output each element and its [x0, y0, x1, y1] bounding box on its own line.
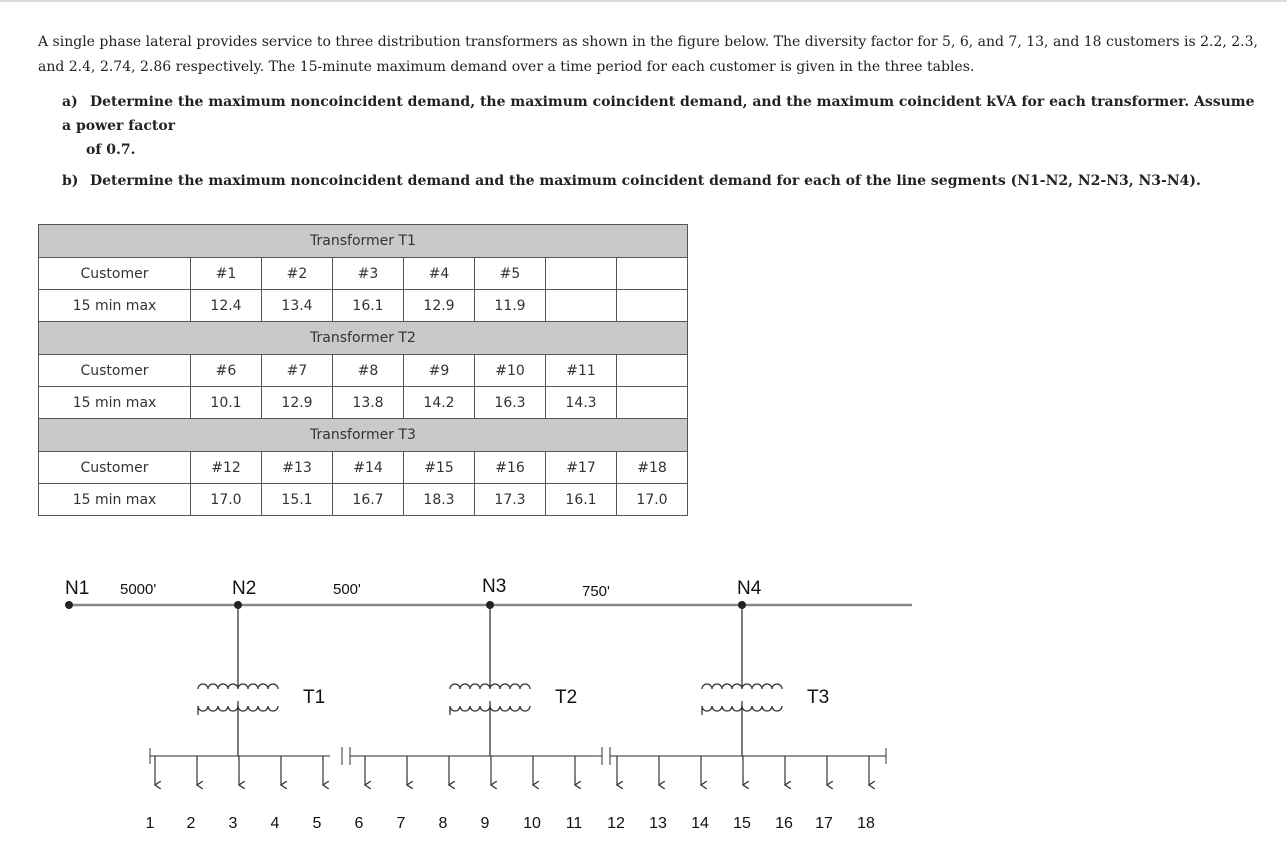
segment-length-label: 500' — [333, 581, 361, 598]
part-a-continued: of 0.7. — [86, 142, 136, 158]
transformer-t3-symbol — [702, 605, 782, 756]
demand-value — [617, 387, 688, 419]
demand-value: 16.7 — [333, 484, 404, 516]
part-a-question — [62, 90, 1267, 162]
customer-id: #1 — [191, 258, 262, 290]
customer-id: #2 — [262, 258, 333, 290]
demand-value: 16.1 — [546, 484, 617, 516]
demand-value: 16.1 — [333, 290, 404, 322]
segment-length-label: 750' — [582, 583, 610, 600]
customer-number: 17 — [815, 815, 833, 832]
demand-value: 12.9 — [262, 387, 333, 419]
customer-demand-table — [38, 224, 688, 516]
customer-number: 9 — [480, 815, 490, 832]
row-label: Customer — [39, 258, 191, 290]
customer-id — [617, 355, 688, 387]
transformer-label: T3 — [807, 687, 830, 708]
transformer-title: Transformer T2 — [39, 322, 688, 355]
customer-id: #8 — [333, 355, 404, 387]
customer-id: #10 — [475, 355, 546, 387]
part-a-text: Determine the maximum noncoincident demand, the maximum coincident demand, and the maximum coincident kVA for each transformer. Assume a power factor — [62, 94, 1255, 134]
demand-value — [546, 290, 617, 322]
customer-id: #18 — [617, 452, 688, 484]
transformer-title: Transformer T3 — [39, 419, 688, 452]
customer-number: 11 — [565, 815, 583, 832]
demand-row — [39, 387, 688, 419]
transformer-header-row — [39, 225, 688, 258]
demand-value: 14.3 — [546, 387, 617, 419]
secondary-bus-t2 — [350, 747, 602, 765]
customer-number: 10 — [523, 815, 541, 832]
node-label: N1 — [65, 578, 90, 599]
transformer-title: Transformer T1 — [39, 225, 688, 258]
customer-number: 6 — [354, 815, 364, 832]
transformer-t2-symbol — [450, 605, 530, 756]
customer-number: 13 — [649, 815, 667, 832]
node-label: N2 — [232, 578, 257, 599]
customer-id: #9 — [404, 355, 475, 387]
customer-number: 7 — [396, 815, 406, 832]
customer-number: 8 — [438, 815, 448, 832]
customer-row — [39, 258, 688, 290]
demand-value — [617, 290, 688, 322]
row-label: 15 min max — [39, 290, 191, 322]
customer-number: 12 — [607, 815, 625, 832]
lateral-diagram — [0, 560, 1287, 857]
customer-id: #12 — [191, 452, 262, 484]
demand-value: 13.4 — [262, 290, 333, 322]
customer-id: #11 — [546, 355, 617, 387]
node-label: N3 — [482, 576, 507, 597]
demand-value: 12.9 — [404, 290, 475, 322]
transformer-label: T2 — [555, 687, 578, 708]
secondary-bus-t1 — [150, 747, 342, 765]
customer-id: #7 — [262, 355, 333, 387]
customer-number: 2 — [186, 815, 196, 832]
demand-value: 12.4 — [191, 290, 262, 322]
customer-row — [39, 452, 688, 484]
part-b-text: Determine the maximum noncoincident demand and the maximum coincident demand for each of the line segments (N1-N2, N2-N3, N3-N4). — [90, 173, 1201, 189]
transformer-t1-symbol — [198, 605, 278, 756]
demand-value: 17.3 — [475, 484, 546, 516]
demand-value: 17.0 — [191, 484, 262, 516]
secondary-bus-t3 — [594, 747, 886, 765]
demand-row — [39, 290, 688, 322]
customer-id: #5 — [475, 258, 546, 290]
row-label: Customer — [39, 452, 191, 484]
transformer-header-row — [39, 419, 688, 452]
demand-value: 11.9 — [475, 290, 546, 322]
customer-number: 4 — [270, 815, 280, 832]
customer-id: #4 — [404, 258, 475, 290]
customer-id — [546, 258, 617, 290]
demand-value: 17.0 — [617, 484, 688, 516]
demand-value: 10.1 — [191, 387, 262, 419]
row-label: 15 min max — [39, 387, 191, 419]
customer-number: 1 — [145, 815, 155, 832]
customer-id — [617, 258, 688, 290]
part-b-question — [62, 170, 1201, 192]
customer-id: #16 — [475, 452, 546, 484]
customer-number: 3 — [228, 815, 238, 832]
demand-value: 15.1 — [262, 484, 333, 516]
customer-row — [39, 355, 688, 387]
demand-value: 18.3 — [404, 484, 475, 516]
customer-number: 14 — [691, 815, 709, 832]
customer-service-drops — [155, 756, 869, 785]
demand-value: 16.3 — [475, 387, 546, 419]
customer-number: 18 — [857, 815, 875, 832]
demand-value: 13.8 — [333, 387, 404, 419]
customer-id: #3 — [333, 258, 404, 290]
customer-number: 15 — [733, 815, 751, 832]
customer-id: #14 — [333, 452, 404, 484]
customer-id: #13 — [262, 452, 333, 484]
node-n1-dot — [65, 601, 73, 609]
demand-value: 14.2 — [404, 387, 475, 419]
row-label: Customer — [39, 355, 191, 387]
segment-length-label: 5000' — [120, 581, 157, 598]
top-divider — [0, 0, 1287, 2]
customer-number: 16 — [775, 815, 793, 832]
transformer-label: T1 — [303, 687, 326, 708]
customer-id: #17 — [546, 452, 617, 484]
row-label: 15 min max — [39, 484, 191, 516]
problem-intro: A single phase lateral provides service to three distribution transformers as shown in the figure below. The diversity factor for 5, 6, and 7, 13, and 18 customers is 2.2, 2.3, and 2.4, 2.74, 2.86 respectively. The 15-minute maximum demand over a time period for each customer is given in the three tables. — [38, 34, 1258, 75]
part-b-tag: b) — [62, 173, 79, 189]
node-label: N4 — [737, 578, 762, 599]
part-a-tag: a) — [62, 94, 78, 110]
transformer-header-row — [39, 322, 688, 355]
customer-number: 5 — [312, 815, 322, 832]
customer-id: #15 — [404, 452, 475, 484]
customer-id: #6 — [191, 355, 262, 387]
demand-row — [39, 484, 688, 516]
